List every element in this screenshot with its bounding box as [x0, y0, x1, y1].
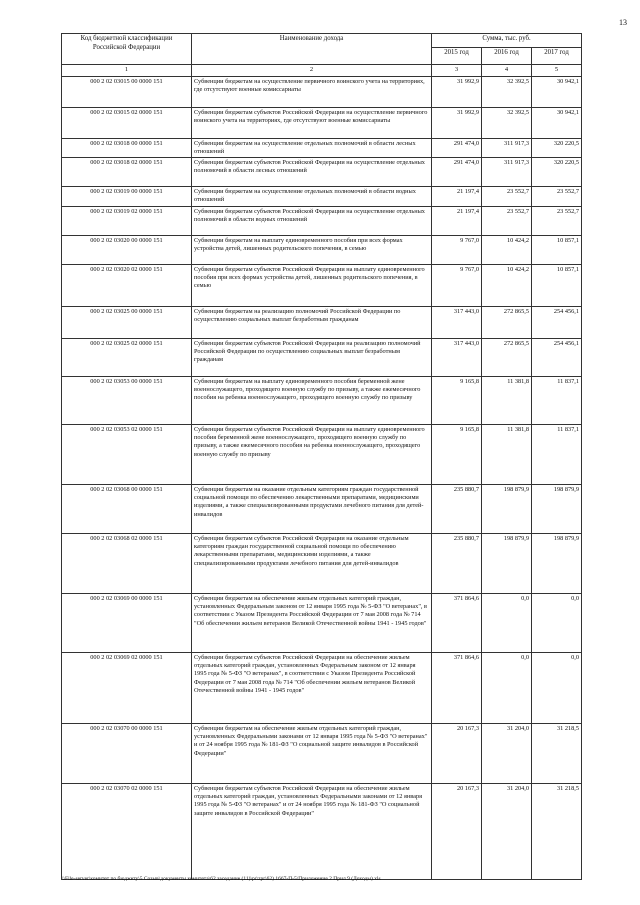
budget-code: 000 2 02 03070 00 0000 151	[62, 723, 192, 783]
amount-2017: 30 942,1	[532, 107, 582, 138]
budget-code: 000 2 02 03025 02 0000 151	[62, 338, 192, 376]
amount-2017: 198 879,9	[532, 533, 582, 593]
budget-code: 000 2 02 03069 00 0000 151	[62, 593, 192, 652]
budget-code: 000 2 02 03053 02 0000 151	[62, 424, 192, 484]
budget-code: 000 2 02 03069 02 0000 151	[62, 652, 192, 723]
amount-2015: 31 992,9	[432, 76, 482, 107]
amount-2017: 0,0	[532, 652, 582, 723]
file-path-footer: \\File-server\комитет по бюджету\5 Созыв\документы комитета\62 заседание (11)\pr\zpr\62) 1667-П-5\Приложение 2 Прил 9 (Доходы).xls	[62, 876, 381, 882]
budget-code: 000 2 02 03018 02 0000 151	[62, 158, 192, 187]
income-name: Субвенции бюджетам субъектов Российской Федерации на выплату единовременного пособия беременной жене военнослужащего, проходящего военную службу по призыву, а также ежемесячного пособия на ребенка военнослужащего, проходящего военную службу по призыву	[192, 424, 432, 484]
amount-2016: 10 424,2	[482, 264, 532, 306]
table-row	[62, 593, 582, 652]
amount-2015: 317 443,0	[432, 306, 482, 338]
budget-code: 000 2 02 03068 00 0000 151	[62, 484, 192, 533]
table-row	[62, 484, 582, 533]
table-row	[62, 206, 582, 235]
header-year-2017: 2017 год	[532, 48, 582, 65]
budget-code: 000 2 02 03068 02 0000 151	[62, 533, 192, 593]
budget-code: 000 2 02 03015 02 0000 151	[62, 107, 192, 138]
amount-2015: 9 165,8	[432, 424, 482, 484]
header-sum: Сумма, тыс. руб.	[432, 34, 582, 48]
budget-table	[61, 33, 582, 880]
amount-2016: 31 204,0	[482, 783, 532, 879]
amount-2016: 311 917,3	[482, 158, 532, 187]
budget-code: 000 2 02 03053 00 0000 151	[62, 376, 192, 424]
amount-2015: 291 474,0	[432, 158, 482, 187]
table-row	[62, 138, 582, 158]
amount-2017: 320 220,5	[532, 138, 582, 158]
amount-2016: 0,0	[482, 652, 532, 723]
income-name: Субвенции бюджетам субъектов Российской Федерации на выплату единовременного пособия при всех формах устройства детей, лишенных родительского попечения, в семью	[192, 264, 432, 306]
column-number-row	[62, 65, 582, 77]
amount-2015: 21 197,4	[432, 187, 482, 207]
budget-code: 000 2 02 03015 00 0000 151	[62, 76, 192, 107]
income-name: Субвенции бюджетам субъектов Российской Федерации на осуществление отдельных полномочий в области водных отношений	[192, 206, 432, 235]
amount-2017: 10 857,1	[532, 264, 582, 306]
table-row	[62, 107, 582, 138]
budget-code: 000 2 02 03019 02 0000 151	[62, 206, 192, 235]
amount-2016: 31 204,0	[482, 723, 532, 783]
column-number: 1	[62, 65, 192, 77]
amount-2015: 21 197,4	[432, 206, 482, 235]
table-row	[62, 424, 582, 484]
amount-2017: 31 218,5	[532, 723, 582, 783]
income-name: Субвенции бюджетам на обеспечение жильем отдельных категорий граждан, установленных Федеральными законами от 12 января 1995 года № 5-ФЗ "О ветеранах" и от 24 ноября 1995 года № 181-ФЗ "О социальной защите инвалидов в Российской Федерации"	[192, 723, 432, 783]
table-row	[62, 187, 582, 207]
table-row	[62, 158, 582, 187]
amount-2015: 31 992,9	[432, 107, 482, 138]
income-name: Субвенции бюджетам на выплату единовременного пособия при всех формах устройства детей, лишенных родительского попечения, в семью	[192, 235, 432, 264]
amount-2016: 0,0	[482, 593, 532, 652]
amount-2016: 272 865,5	[482, 338, 532, 376]
income-name: Субвенции бюджетам на обеспечение жильем отдельных категорий граждан, установленных Федеральным законом от 12 января 1995 года № 5-ФЗ "О ветеранах", в соответствии с Указом Президента Российской Федерации от 7 мая 2008 года № 714 "Об обеспечении жильем ветеранов Великой Отечественной войны 1941 - 1945 годов"	[192, 593, 432, 652]
amount-2017: 198 879,9	[532, 484, 582, 533]
amount-2017: 31 218,5	[532, 783, 582, 879]
table-row	[62, 76, 582, 107]
income-name: Субвенции бюджетам субъектов Российской Федерации на обеспечение жильем отдельных категорий граждан, установленных Федеральным законом от 12 января 1995 года № 5-ФЗ "О ветеранах", в соответствии с Указом Президента Российской Федерации от 7 мая 2008 года № 714 "Об обеспечении жильем ветеранов Великой Отечественной войны 1941 - 1945 годов"	[192, 652, 432, 723]
column-number: 5	[532, 65, 582, 77]
income-name: Субвенции бюджетам субъектов Российской Федерации на реализацию полномочий Российской Федерации по осуществлению социальных выплат безработным гражданам	[192, 338, 432, 376]
income-name: Субвенции бюджетам субъектов Российской Федерации на оказание отдельным категориям граждан государственной социальной помощи по обеспечению лекарственными препаратами, медицинскими изделиями, а также специализированными продуктами лечебного питания для детей-инвалидов	[192, 533, 432, 593]
budget-code: 000 2 02 03020 00 0000 151	[62, 235, 192, 264]
amount-2016: 198 879,9	[482, 484, 532, 533]
income-name: Субвенции бюджетам на реализацию полномочий Российской Федерации по осуществлению социальных выплат безработным гражданам	[192, 306, 432, 338]
amount-2017: 11 837,1	[532, 376, 582, 424]
table-row	[62, 652, 582, 723]
income-name: Субвенции бюджетам на осуществление отдельных полномочий в области водных отношений	[192, 187, 432, 207]
amount-2017: 254 456,1	[532, 338, 582, 376]
header-code: Код бюджетной классификации Российской Федерации	[62, 34, 192, 65]
budget-code: 000 2 02 03070 02 0000 151	[62, 783, 192, 879]
column-number: 3	[432, 65, 482, 77]
table-row	[62, 306, 582, 338]
amount-2017: 320 220,5	[532, 158, 582, 187]
header-row-top	[62, 34, 582, 48]
amount-2016: 198 879,9	[482, 533, 532, 593]
income-name: Субвенции бюджетам субъектов Российской Федерации на осуществление отдельных полномочий в области лесных отношений	[192, 158, 432, 187]
amount-2016: 311 917,3	[482, 138, 532, 158]
table-row	[62, 783, 582, 879]
amount-2015: 20 167,3	[432, 723, 482, 783]
amount-2016: 32 392,5	[482, 76, 532, 107]
amount-2017: 11 837,1	[532, 424, 582, 484]
amount-2015: 9 767,0	[432, 264, 482, 306]
amount-2015: 9 165,8	[432, 376, 482, 424]
income-name: Субвенции бюджетам на осуществление отдельных полномочий в области лесных отношений	[192, 138, 432, 158]
amount-2016: 272 865,5	[482, 306, 532, 338]
amount-2016: 23 552,7	[482, 187, 532, 207]
column-number: 4	[482, 65, 532, 77]
budget-code: 000 2 02 03019 00 0000 151	[62, 187, 192, 207]
amount-2017: 0,0	[532, 593, 582, 652]
table-row	[62, 338, 582, 376]
amount-2015: 235 880,7	[432, 484, 482, 533]
amount-2017: 23 552,7	[532, 206, 582, 235]
column-number: 2	[192, 65, 432, 77]
amount-2016: 11 381,8	[482, 424, 532, 484]
budget-code: 000 2 02 03025 00 0000 151	[62, 306, 192, 338]
amount-2017: 254 456,1	[532, 306, 582, 338]
amount-2016: 10 424,2	[482, 235, 532, 264]
amount-2017: 30 942,1	[532, 76, 582, 107]
table-row	[62, 376, 582, 424]
amount-2016: 32 392,5	[482, 107, 532, 138]
amount-2015: 317 443,0	[432, 338, 482, 376]
table-row	[62, 533, 582, 593]
page-number: 13	[619, 18, 627, 27]
amount-2015: 235 880,7	[432, 533, 482, 593]
header-name: Наименование дохода	[192, 34, 432, 65]
amount-2015: 371 864,6	[432, 652, 482, 723]
header-year-2015: 2015 год	[432, 48, 482, 65]
income-name: Субвенции бюджетам на оказание отдельным категориям граждан государственной социальной помощи по обеспечению лекарственными препаратами, медицинскими изделиями, а также специализированными продуктами лечебного питания для детей-инвалидов	[192, 484, 432, 533]
table-row	[62, 723, 582, 783]
amount-2016: 11 381,8	[482, 376, 532, 424]
table-row	[62, 235, 582, 264]
amount-2017: 23 552,7	[532, 187, 582, 207]
amount-2015: 291 474,0	[432, 138, 482, 158]
amount-2015: 9 767,0	[432, 235, 482, 264]
header-year-2016: 2016 год	[482, 48, 532, 65]
budget-code: 000 2 02 03018 00 0000 151	[62, 138, 192, 158]
budget-code: 000 2 02 03020 02 0000 151	[62, 264, 192, 306]
income-name: Субвенции бюджетам на осуществление первичного воинского учета на территориях, где отсутствуют военные комиссариаты	[192, 76, 432, 107]
amount-2017: 10 857,1	[532, 235, 582, 264]
amount-2015: 371 864,6	[432, 593, 482, 652]
table-row	[62, 264, 582, 306]
income-name: Субвенции бюджетам субъектов Российской Федерации на осуществление первичного воинского учета на территориях, где отсутствуют военные комиссариаты	[192, 107, 432, 138]
income-name: Субвенции бюджетам на выплату единовременного пособия беременной жене военнослужащего, проходящего военную службу по призыву, а также ежемесячного пособия на ребенка военнослужащего, проходящего военную службу по призыву	[192, 376, 432, 424]
amount-2016: 23 552,7	[482, 206, 532, 235]
amount-2015: 20 167,3	[432, 783, 482, 879]
income-name: Субвенции бюджетам субъектов Российской Федерации на обеспечение жильем отдельных категорий граждан, установленных Федеральными законами от 12 января 1995 года № 5-ФЗ "О ветеранах" и от 24 ноября 1995 года № 181-ФЗ "О социальной защите инвалидов в Российской Федерации"	[192, 783, 432, 879]
